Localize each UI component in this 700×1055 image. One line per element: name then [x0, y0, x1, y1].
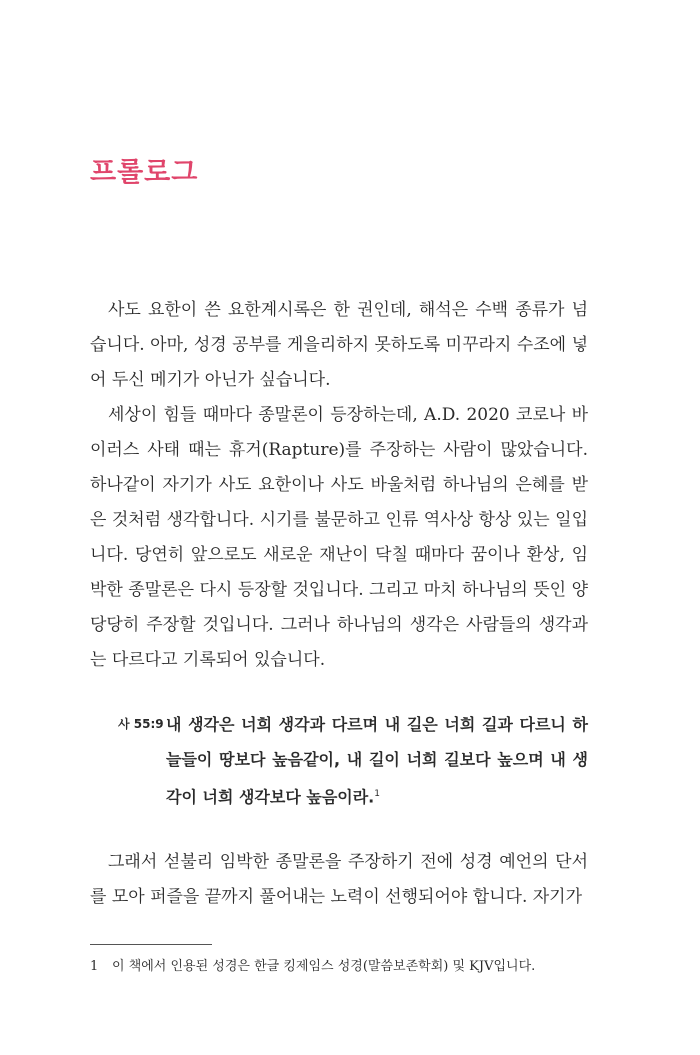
paragraph: 그래서 섣불리 임박한 종말론을 주장하기 전에 성경 예언의 단서를 모아 퍼즐을 끝까지 풀어내는 노력이 선행되어야 합니다. 자기가: [90, 852, 588, 907]
scripture-text-wrap: [166, 707, 588, 814]
body-text-block: [90, 293, 588, 678]
footnote-divider: [90, 944, 212, 945]
paragraph: 세상이 힘들 때마다 종말론이 등장하는데, A.D. 2020 코로나 바이러스 사태 때는 휴거(Rapture)를 주장하는 사람이 많았습니다. 하나같이 자기가 사도 요한이나 사도 바울처럼 하나님의 은혜를 받은 것처럼 생각합니다. 시기를 불문하고 인류 역사상 항상 있는 일입니다. 당연히 앞으로도 새로운 재난이 닥칠 때마다 꿈이나 환상, 임박한 종말론은 다시 등장할 것입니다. 그리고 마치 하나님의 뜻인 양 당당히 주장할 것입니다. 그러나 하나님의 생각은 사람들의 생각과는 다르다고 기록되어 있습니다.: [90, 405, 588, 670]
footnote-text: 이 책에서 인용된 성경은 한글 킹제임스 성경(말씀보존학회) 및 KJV입니다.: [112, 959, 536, 974]
paragraph: 사도 요한이 쓴 요한계시록은 한 권인데, 해석은 수백 종류가 넘습니다. 아마, 성경 공부를 게을리하지 못하도록 미꾸라지 수조에 넣어 두신 메기가 아닌가 싶습니다.: [90, 300, 588, 390]
body-text-block: [90, 845, 588, 915]
scripture-quote: [118, 707, 588, 814]
footnote: [90, 957, 588, 977]
scripture-reference: 사 55:9: [118, 717, 164, 731]
footnote-mark[interactable]: 1: [374, 789, 380, 799]
scripture-text: 내 생각은 너희 생각과 다르며 내 길은 너희 길과 다르니 하늘들이 땅보다 높음같이, 내 길이 너희 길보다 높으며 내 생각이 너희 생각보다 높음이라.: [166, 715, 588, 807]
page-title: 프롤로그: [90, 157, 199, 188]
footnote-number: 1: [90, 959, 99, 974]
